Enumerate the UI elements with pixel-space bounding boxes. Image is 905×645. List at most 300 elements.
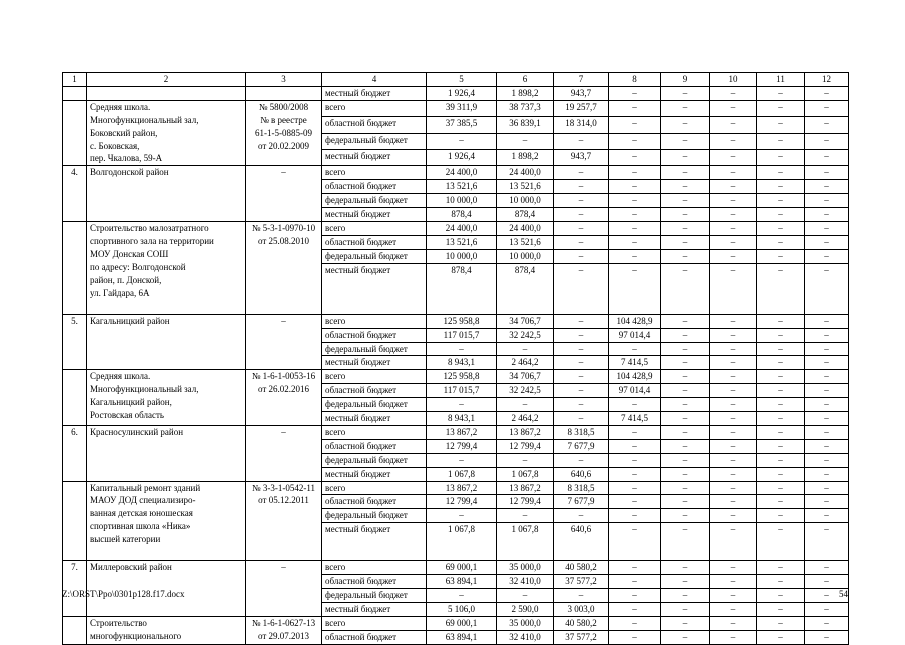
value-cell: – xyxy=(554,235,609,249)
value-cell: – xyxy=(757,398,805,412)
footer-page-number: 54 xyxy=(839,589,848,599)
value-cell: – xyxy=(554,412,609,426)
table-row xyxy=(63,100,849,116)
value-cell: – xyxy=(805,467,849,481)
budget-type-cell: всего xyxy=(322,166,427,180)
value-cell: 1 898,2 xyxy=(497,86,554,100)
value-cell: – xyxy=(805,616,849,630)
value-cell: – xyxy=(609,509,661,523)
value-cell: – xyxy=(609,221,661,235)
value-cell: – xyxy=(710,263,757,314)
budget-table xyxy=(62,72,849,645)
budget-type-cell: местный бюджет xyxy=(322,86,427,100)
registry-cell: № 5800/2008 № в реестре 61-1-5-0885-09 от 20.02.2009 xyxy=(246,100,322,166)
value-cell: – xyxy=(710,356,757,370)
value-cell: – xyxy=(757,208,805,222)
value-cell: – xyxy=(661,117,710,133)
value-cell: – xyxy=(609,467,661,481)
value-cell: – xyxy=(554,263,609,314)
column-header: 11 xyxy=(757,73,805,87)
row-number-cell xyxy=(63,616,87,644)
column-header: 12 xyxy=(805,73,849,87)
value-cell: 7 677,9 xyxy=(554,439,609,453)
value-cell: – xyxy=(805,370,849,384)
value-cell: 125 958,8 xyxy=(427,370,497,384)
object-name-cell: Красносулинский район xyxy=(87,425,246,481)
value-cell: 7 414,5 xyxy=(609,412,661,426)
table-row xyxy=(63,221,849,235)
value-cell: – xyxy=(710,398,757,412)
value-cell: – xyxy=(609,425,661,439)
value-cell: – xyxy=(609,575,661,589)
value-cell: 8 943,1 xyxy=(427,356,497,370)
value-cell: – xyxy=(757,575,805,589)
column-header: 1 xyxy=(63,73,87,87)
value-cell: 69 000,1 xyxy=(427,616,497,630)
header-row xyxy=(63,73,849,87)
value-cell: – xyxy=(805,180,849,194)
value-cell: – xyxy=(757,561,805,575)
budget-type-cell: федеральный бюджет xyxy=(322,398,427,412)
value-cell: – xyxy=(661,314,710,328)
table-row xyxy=(63,86,849,100)
table-row xyxy=(63,616,849,630)
value-cell: – xyxy=(661,398,710,412)
budget-type-cell: местный бюджет xyxy=(322,603,427,617)
budget-type-cell: всего xyxy=(322,481,427,495)
value-cell: – xyxy=(757,263,805,314)
value-cell: – xyxy=(661,495,710,509)
value-cell: – xyxy=(554,356,609,370)
value-cell: – xyxy=(710,481,757,495)
value-cell: – xyxy=(710,412,757,426)
value-cell: – xyxy=(710,439,757,453)
budget-type-cell: областной бюджет xyxy=(322,575,427,589)
value-cell: – xyxy=(661,194,710,208)
value-cell: – xyxy=(805,603,849,617)
registry-cell: – xyxy=(246,561,322,617)
value-cell: – xyxy=(497,589,554,603)
object-name-cell: Строительство многофункционального xyxy=(87,616,246,644)
value-cell: 8 943,1 xyxy=(427,412,497,426)
value-cell: – xyxy=(757,235,805,249)
value-cell: 40 580,2 xyxy=(554,616,609,630)
row-number-cell xyxy=(63,86,87,100)
object-name-cell: Средняя школа. Многофункциональный зал, Кагальницкий район, Ростовская область xyxy=(87,370,246,426)
value-cell: 7 677,9 xyxy=(554,495,609,509)
value-cell: – xyxy=(554,208,609,222)
value-cell: – xyxy=(609,86,661,100)
value-cell: – xyxy=(609,495,661,509)
value-cell: – xyxy=(710,133,757,149)
value-cell: – xyxy=(757,481,805,495)
value-cell: 13 521,6 xyxy=(497,235,554,249)
value-cell: – xyxy=(710,342,757,356)
value-cell: – xyxy=(757,356,805,370)
value-cell: – xyxy=(805,384,849,398)
value-cell: 37 577,2 xyxy=(554,575,609,589)
value-cell: 24 400,0 xyxy=(427,166,497,180)
column-header: 2 xyxy=(87,73,246,87)
value-cell: 13 521,6 xyxy=(497,180,554,194)
value-cell: 1 898,2 xyxy=(497,149,554,165)
value-cell: – xyxy=(710,328,757,342)
budget-type-cell: областной бюджет xyxy=(322,439,427,453)
column-header: 7 xyxy=(554,73,609,87)
value-cell: – xyxy=(554,453,609,467)
table-row xyxy=(63,370,849,384)
value-cell: – xyxy=(554,342,609,356)
table-row xyxy=(63,166,849,180)
value-cell: – xyxy=(805,208,849,222)
value-cell: – xyxy=(757,221,805,235)
value-cell: – xyxy=(609,481,661,495)
value-cell: – xyxy=(757,194,805,208)
value-cell: – xyxy=(497,509,554,523)
value-cell: 13 867,2 xyxy=(497,481,554,495)
registry-cell: № 3-3-1-0542-11 от 05.12.2011 xyxy=(246,481,322,561)
value-cell: 32 410,0 xyxy=(497,630,554,644)
value-cell: 35 000,0 xyxy=(497,616,554,630)
budget-type-cell: областной бюджет xyxy=(322,117,427,133)
budget-type-cell: федеральный бюджет xyxy=(322,133,427,149)
value-cell: – xyxy=(554,314,609,328)
value-cell: – xyxy=(710,166,757,180)
value-cell: – xyxy=(710,453,757,467)
value-cell: – xyxy=(757,412,805,426)
budget-type-cell: всего xyxy=(322,370,427,384)
value-cell: – xyxy=(554,166,609,180)
value-cell: 37 385,5 xyxy=(427,117,497,133)
registry-cell: – xyxy=(246,314,322,370)
value-cell: – xyxy=(805,328,849,342)
value-cell: – xyxy=(609,180,661,194)
value-cell: – xyxy=(609,194,661,208)
value-cell: 13 521,6 xyxy=(427,180,497,194)
value-cell: 18 314,0 xyxy=(554,117,609,133)
value-cell: – xyxy=(609,117,661,133)
value-cell: 117 015,7 xyxy=(427,328,497,342)
value-cell: – xyxy=(661,630,710,644)
value-cell: 10 000,0 xyxy=(427,194,497,208)
column-header: 4 xyxy=(322,73,427,87)
value-cell: 10 000,0 xyxy=(427,249,497,263)
value-cell: – xyxy=(805,342,849,356)
budget-type-cell: всего xyxy=(322,561,427,575)
registry-cell: № 1-6-1-0053-16 от 26.02.2016 xyxy=(246,370,322,426)
value-cell: – xyxy=(710,616,757,630)
value-cell: – xyxy=(757,603,805,617)
column-header: 10 xyxy=(710,73,757,87)
object-name-cell: Миллеровский район xyxy=(87,561,246,617)
value-cell: – xyxy=(757,589,805,603)
value-cell: 104 428,9 xyxy=(609,370,661,384)
value-cell: 1 926,4 xyxy=(427,149,497,165)
value-cell: – xyxy=(710,314,757,328)
value-cell: – xyxy=(710,86,757,100)
object-name-cell: Строительство малозатратного спортивного зала на территории МОУ Донская СОШ по адресу: Волгодонской район, п. Донской, ул. Гайдара, 6А xyxy=(87,221,246,314)
row-number-cell xyxy=(63,221,87,314)
value-cell: – xyxy=(609,100,661,116)
registry-cell: № 5-3-1-0970-10 от 25.08.2010 xyxy=(246,221,322,314)
value-cell: – xyxy=(609,263,661,314)
value-cell: – xyxy=(661,589,710,603)
value-cell: – xyxy=(805,133,849,149)
value-cell: – xyxy=(757,342,805,356)
value-cell: 878,4 xyxy=(427,263,497,314)
value-cell: – xyxy=(805,249,849,263)
value-cell: – xyxy=(805,481,849,495)
value-cell: – xyxy=(710,523,757,561)
value-cell: – xyxy=(757,328,805,342)
value-cell: – xyxy=(710,509,757,523)
value-cell: – xyxy=(805,575,849,589)
value-cell: 35 000,0 xyxy=(497,561,554,575)
object-name-cell xyxy=(87,86,246,100)
value-cell: – xyxy=(609,133,661,149)
budget-type-cell: областной бюджет xyxy=(322,384,427,398)
value-cell: – xyxy=(427,133,497,149)
value-cell: – xyxy=(609,453,661,467)
value-cell: – xyxy=(710,630,757,644)
value-cell: 3 003,0 xyxy=(554,603,609,617)
value-cell: – xyxy=(661,180,710,194)
value-cell: – xyxy=(710,384,757,398)
value-cell: – xyxy=(710,603,757,617)
value-cell: 7 414,5 xyxy=(609,356,661,370)
value-cell: – xyxy=(757,100,805,116)
value-cell: – xyxy=(805,630,849,644)
value-cell: – xyxy=(554,384,609,398)
value-cell: – xyxy=(757,509,805,523)
value-cell: 12 799,4 xyxy=(427,439,497,453)
row-number-cell: 5. xyxy=(63,314,87,370)
value-cell: 10 000,0 xyxy=(497,194,554,208)
budget-type-cell: областной бюджет xyxy=(322,180,427,194)
value-cell: 40 580,2 xyxy=(554,561,609,575)
column-header: 5 xyxy=(427,73,497,87)
row-number-cell: 6. xyxy=(63,425,87,481)
value-cell: – xyxy=(427,453,497,467)
value-cell: – xyxy=(554,398,609,412)
value-cell: – xyxy=(609,249,661,263)
budget-type-cell: областной бюджет xyxy=(322,328,427,342)
value-cell: – xyxy=(805,166,849,180)
value-cell: 19 257,7 xyxy=(554,100,609,116)
value-cell: – xyxy=(661,356,710,370)
value-cell: – xyxy=(710,575,757,589)
value-cell: 34 706,7 xyxy=(497,314,554,328)
value-cell: – xyxy=(805,194,849,208)
value-cell: – xyxy=(805,439,849,453)
row-number-cell xyxy=(63,370,87,426)
value-cell: – xyxy=(805,356,849,370)
value-cell: 8 318,5 xyxy=(554,481,609,495)
value-cell: 878,4 xyxy=(497,263,554,314)
value-cell: 1 067,8 xyxy=(497,467,554,481)
value-cell: – xyxy=(805,523,849,561)
value-cell: – xyxy=(609,589,661,603)
budget-type-cell: федеральный бюджет xyxy=(322,194,427,208)
budget-type-cell: федеральный бюджет xyxy=(322,342,427,356)
value-cell: – xyxy=(661,221,710,235)
row-number-cell: 4. xyxy=(63,166,87,222)
budget-type-cell: всего xyxy=(322,100,427,116)
value-cell: – xyxy=(661,208,710,222)
value-cell: – xyxy=(805,221,849,235)
value-cell: 32 242,5 xyxy=(497,328,554,342)
value-cell: – xyxy=(757,616,805,630)
value-cell: – xyxy=(554,221,609,235)
value-cell: – xyxy=(609,166,661,180)
column-header: 9 xyxy=(661,73,710,87)
budget-type-cell: областной бюджет xyxy=(322,495,427,509)
budget-type-cell: местный бюджет xyxy=(322,263,427,314)
value-cell: 36 839,1 xyxy=(497,117,554,133)
value-cell: – xyxy=(710,149,757,165)
value-cell: – xyxy=(661,481,710,495)
value-cell: – xyxy=(757,117,805,133)
budget-type-cell: местный бюджет xyxy=(322,412,427,426)
value-cell: – xyxy=(805,589,849,603)
value-cell: – xyxy=(757,467,805,481)
value-cell: 2 590,0 xyxy=(497,603,554,617)
budget-type-cell: местный бюджет xyxy=(322,467,427,481)
object-name-cell: Волгодонской район xyxy=(87,166,246,222)
budget-type-cell: федеральный бюджет xyxy=(322,509,427,523)
value-cell: – xyxy=(609,616,661,630)
value-cell: 34 706,7 xyxy=(497,370,554,384)
value-cell: 878,4 xyxy=(427,208,497,222)
object-name-cell: Капитальный ремонт зданий МАОУ ДОД специализиро- ванная детская юношеская спортивная школа «Ника» высшей категории xyxy=(87,481,246,561)
value-cell: – xyxy=(805,398,849,412)
column-header: 6 xyxy=(497,73,554,87)
budget-type-cell: всего xyxy=(322,221,427,235)
value-cell: – xyxy=(554,180,609,194)
value-cell: – xyxy=(497,453,554,467)
value-cell: – xyxy=(554,249,609,263)
value-cell: 640,6 xyxy=(554,523,609,561)
row-number-cell: 7. xyxy=(63,561,87,617)
value-cell: – xyxy=(757,523,805,561)
value-cell: 32 242,5 xyxy=(497,384,554,398)
value-cell: – xyxy=(661,453,710,467)
budget-type-cell: местный бюджет xyxy=(322,356,427,370)
value-cell: – xyxy=(661,166,710,180)
value-cell: 12 799,4 xyxy=(497,495,554,509)
value-cell: – xyxy=(554,509,609,523)
value-cell: – xyxy=(609,398,661,412)
value-cell: – xyxy=(661,603,710,617)
value-cell: 13 867,2 xyxy=(427,425,497,439)
value-cell: – xyxy=(661,575,710,589)
value-cell: – xyxy=(805,86,849,100)
budget-type-cell: местный бюджет xyxy=(322,523,427,561)
registry-cell: № 1-6-1-0627-13 от 29.07.2013 xyxy=(246,616,322,644)
value-cell: – xyxy=(661,439,710,453)
value-cell: 97 014,4 xyxy=(609,384,661,398)
budget-type-cell: всего xyxy=(322,314,427,328)
value-cell: 1 067,8 xyxy=(497,523,554,561)
value-cell: – xyxy=(661,616,710,630)
value-cell: – xyxy=(710,194,757,208)
value-cell: 640,6 xyxy=(554,467,609,481)
value-cell: – xyxy=(710,589,757,603)
value-cell: 1 067,8 xyxy=(427,467,497,481)
value-cell: – xyxy=(427,398,497,412)
value-cell: – xyxy=(710,249,757,263)
value-cell: – xyxy=(805,425,849,439)
registry-cell xyxy=(246,86,322,100)
value-cell: – xyxy=(609,235,661,249)
value-cell: 125 958,8 xyxy=(427,314,497,328)
value-cell: – xyxy=(609,630,661,644)
budget-type-cell: местный бюджет xyxy=(322,149,427,165)
value-cell: – xyxy=(609,208,661,222)
value-cell: – xyxy=(661,100,710,116)
value-cell: 2 464,2 xyxy=(497,356,554,370)
registry-cell: – xyxy=(246,425,322,481)
value-cell: – xyxy=(497,398,554,412)
value-cell: 13 867,2 xyxy=(497,425,554,439)
value-cell: – xyxy=(710,235,757,249)
value-cell: – xyxy=(661,425,710,439)
value-cell: 2 464,2 xyxy=(497,412,554,426)
value-cell: 24 400,0 xyxy=(427,221,497,235)
value-cell: – xyxy=(554,328,609,342)
value-cell: – xyxy=(757,149,805,165)
value-cell: – xyxy=(757,495,805,509)
column-header: 8 xyxy=(609,73,661,87)
value-cell: – xyxy=(757,249,805,263)
value-cell: – xyxy=(661,249,710,263)
row-number-cell xyxy=(63,481,87,561)
value-cell: – xyxy=(805,117,849,133)
value-cell: – xyxy=(661,384,710,398)
table-row xyxy=(63,425,849,439)
value-cell: – xyxy=(661,328,710,342)
footer-file-path: Z:\ORST\Ppo\0301p128.f17.docx xyxy=(62,589,185,599)
value-cell: 24 400,0 xyxy=(497,221,554,235)
value-cell: 69 000,1 xyxy=(427,561,497,575)
value-cell: 104 428,9 xyxy=(609,314,661,328)
value-cell: 1 067,8 xyxy=(427,523,497,561)
value-cell: – xyxy=(805,495,849,509)
value-cell: 63 894,1 xyxy=(427,630,497,644)
value-cell: – xyxy=(427,509,497,523)
value-cell: – xyxy=(805,314,849,328)
value-cell: – xyxy=(661,149,710,165)
registry-cell: – xyxy=(246,166,322,222)
value-cell: – xyxy=(710,561,757,575)
value-cell: – xyxy=(757,630,805,644)
value-cell: – xyxy=(554,589,609,603)
value-cell: 13 521,6 xyxy=(427,235,497,249)
value-cell: 8 318,5 xyxy=(554,425,609,439)
value-cell: – xyxy=(710,467,757,481)
value-cell: – xyxy=(805,263,849,314)
value-cell: – xyxy=(757,453,805,467)
value-cell: – xyxy=(661,235,710,249)
value-cell: – xyxy=(661,509,710,523)
value-cell: – xyxy=(757,370,805,384)
value-cell: – xyxy=(757,439,805,453)
value-cell: – xyxy=(427,342,497,356)
budget-type-cell: всего xyxy=(322,425,427,439)
value-cell: – xyxy=(710,221,757,235)
value-cell: – xyxy=(805,453,849,467)
value-cell: – xyxy=(427,589,497,603)
